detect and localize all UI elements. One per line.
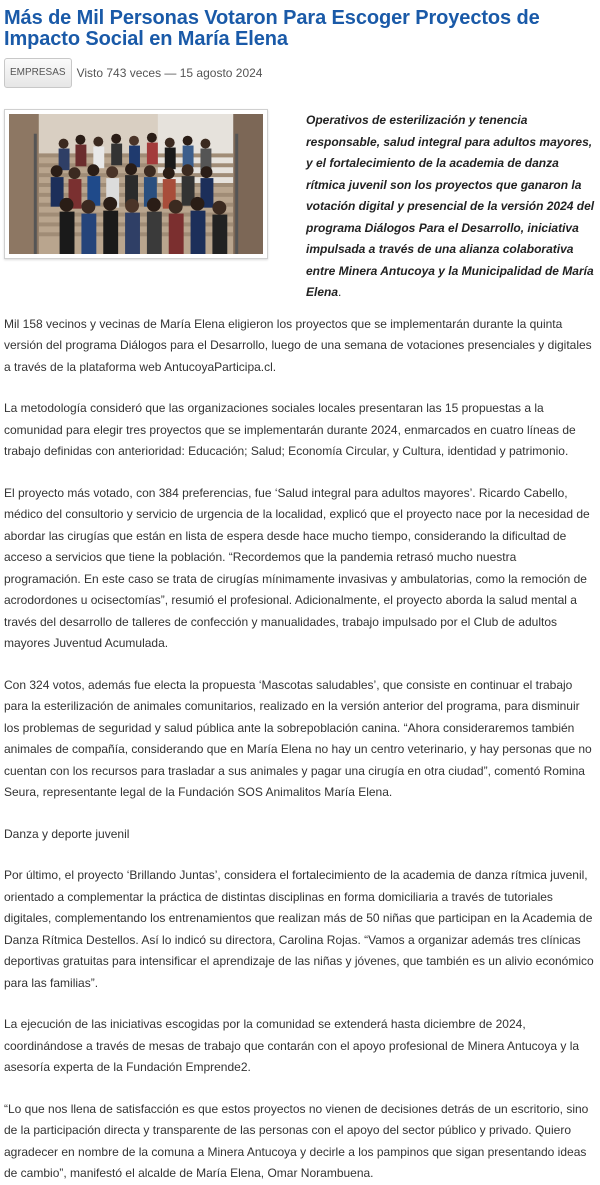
article-intro	[4, 110, 596, 304]
intro-lead-tail: .	[338, 285, 342, 299]
category-tag[interactable]: EMPRESAS	[4, 58, 72, 88]
paragraph: La metodología consideró que las organizaciones sociales locales presentaran las 15 propuestas a la comunidad para elegir tres proyectos que se implementarán durante 2024, enmarcados en cuatro líneas de trabajo definidas con anterioridad: Educación; Salud; Economía Circular, y Cultura, identidad y patrimonio.	[4, 401, 576, 458]
views-and-date: Visto 743 veces — 15 agosto 2024	[76, 66, 263, 80]
article-title: Más de Mil Personas Votaron Para Escoger Proyectos de Impacto Social en María Elena	[4, 7, 540, 50]
intro-lead	[306, 110, 596, 304]
article-meta	[4, 58, 596, 88]
group-photo[interactable]	[4, 109, 268, 259]
paragraph: Con 324 votos, además fue electa la propuesta ‘Mascotas saludables’, que consiste en continuar el trabajo para la esterilización de animales comunitarios, realizado en la versión anterior del programa, para disminuir los problemas de seguridad y salud pública ante la sobrepoblación canina. “Ahora consideraremos también animales de compañía, considerando que en María Elena no hay un centro veterinario, y hay personas que no cuentan con los recursos para trasladar a sus animales y pagar una cirugía en otra ciudad”, comentó Romina Seura, representante legal de la Fundación SOS Animalitos María Elena.	[4, 677, 592, 799]
paragraph: El proyecto más votado, con 384 preferencias, fue ‘Salud integral para adultos mayores’. Ricardo Cabello, médico del consultorio y servicio de urgencia de la localidad, explicó que el proyecto nace por la necesidad de abordar las cirugías que están en lista de espera desde hace mucho tiempo, considerando la dificultad de acceso a servicios que tiene la población. “Recordemos que la pandemia retrasó mucho nuestra programación. En este caso se trata de cirugías mínimamente invasivas y ambulatorias, como la remoción de acrodordones u ocisectomías”, resumió el profesional. Adicionalmente, el proyecto aborda la salud mental a través del desarrollo de talleres de confección y manualidades, trabajo impulsado por el Club de adultos mayores Juventud Acumulada.	[4, 485, 590, 650]
paragraph: “Lo que nos llena de satisfacción es que estos proyectos no vienen de decisiones detrás de un escritorio, sino de la participación directa y transparente de las personas con el apoyo del sector público y privado. Quiero agradecer en nombre de la comuna a Minera Antucoya y decirle a los pampinos que sigan presentando ideas de cambio”, manifestó el alcalde de María Elena, Omar Norambuena.	[4, 1101, 589, 1180]
section-heading: Danza y deporte juvenil	[4, 826, 130, 841]
paragraph: La ejecución de las iniciativas escogidas por la comunidad se extenderá hasta diciembre de 2024, coordinándose a través de mesas de trabajo que contarán con el apoyo profesional de Minera Antucoya y la asesoría experta de la Fundación Emprende2.	[4, 1017, 580, 1074]
paragraph: Por último, el proyecto ‘Brillando Juntas’, considera el fortalecimiento de la academia de danza rítmica juvenil, orientado a complementar la práctica de distintas disciplinas en forma domiciliaria a través de tutoriales digitales, complementando los entrenamientos que realizan más de 50 niñas que participan en la Academia de Danza Rítmica Destellos. Así lo indicó su directora, Carolina Rojas. “Vamos a organizar además tres clínicas deportivas gratuitas para intensificar el aprendizaje de las niñas y jóvenes, que también es un alivio económico para las familias”.	[4, 868, 594, 990]
paragraph: Mil 158 vecinos y vecinas de María Elena eligieron los proyectos que se implementarán durante la quinta versión del programa Diálogos para el Desarrollo, luego de una semana de votaciones presenciales y digitales a través de la plataforma web AntucoyaParticipa.cl.	[4, 316, 592, 374]
intro-lead-bold: Operativos de esterilización y tenencia responsable, salud integral para adultos mayores, y el fortalecimiento de la academia de danza rítmica juvenil son los proyectos que ganaron la votación digital y presencial de la versión 2024 del programa Diálogos Para el Desarrollo, iniciativa impulsada a través de una alianza colaborativa entre Minera Antucoya y la Municipalidad de María Elena	[306, 113, 595, 299]
group-photo-image	[9, 114, 263, 254]
